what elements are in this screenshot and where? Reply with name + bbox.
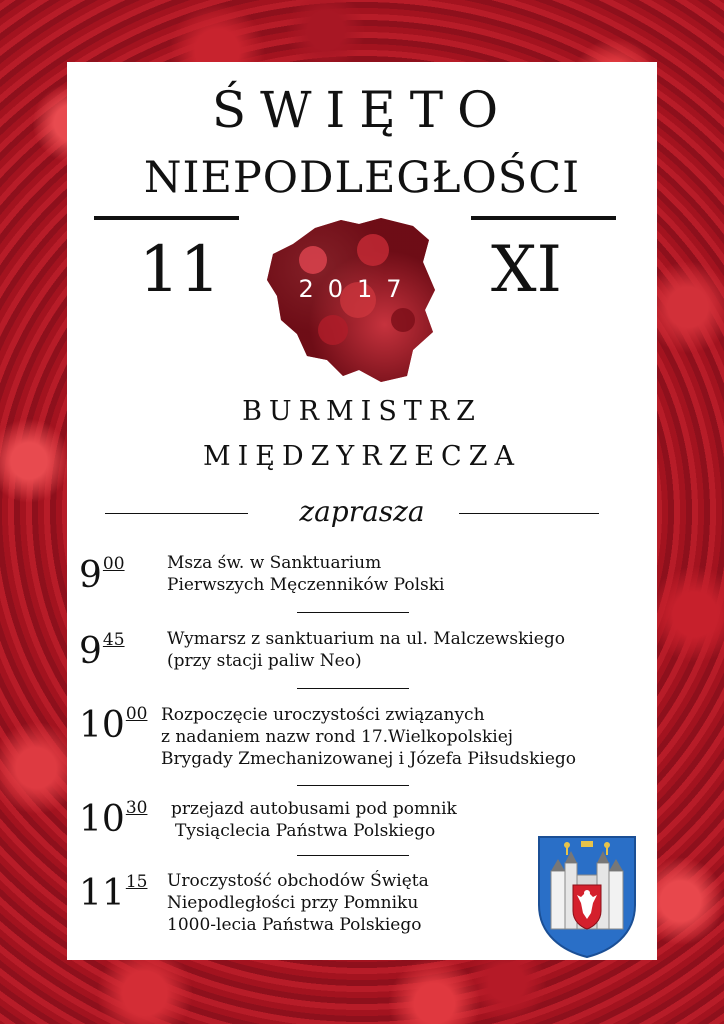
event-time [79, 632, 125, 670]
event-minutes: 00 [125, 704, 148, 724]
event-minutes: 30 [125, 798, 148, 818]
program-divider [297, 855, 409, 856]
program-divider [297, 612, 409, 613]
event-time [79, 706, 147, 744]
title-line-2: NIEPODLEGŁOŚCI [143, 153, 581, 203]
event-line: Uroczystość obchodów Święta [167, 871, 429, 891]
event-minutes: 00 [102, 554, 125, 574]
host-town: MIĘDZYRZECZA [203, 441, 521, 472]
event-hour: 11 [79, 873, 125, 914]
event-line: (przy stacji paliw Neo) [167, 651, 362, 671]
event-minutes: 15 [125, 872, 148, 892]
event-line: przejazd autobusami pod pomnik [171, 799, 457, 819]
program-divider [297, 785, 409, 786]
event-line: Msza św. w Sanktuarium [167, 553, 382, 573]
title-line-1: ŚWIĘTO [211, 81, 513, 139]
event-time [79, 556, 125, 594]
poster-card [67, 62, 657, 960]
date-day: 11 [139, 233, 221, 307]
event-time [79, 874, 147, 912]
invite-rule-right [459, 513, 599, 514]
host-title: BURMISTRZ [242, 396, 482, 427]
coat-of-arms-icon [537, 835, 637, 959]
event-line: 1000-lecia Państwa Polskiego [167, 915, 422, 935]
title-rule-left [94, 216, 239, 220]
program-divider [297, 688, 409, 689]
event-time [79, 800, 147, 838]
event-hour: 9 [79, 555, 102, 596]
event-line: Wymarsz z sanktuarium na ul. Malczewskiego [167, 629, 565, 649]
event-line: z nadaniem nazw rond 17.Wielkopolskiej [161, 727, 514, 747]
title-rule-right [471, 216, 616, 220]
event-line: Pierwszych Męczenników Polski [167, 575, 445, 595]
date-year: 2017 [298, 275, 416, 303]
event-hour: 10 [79, 799, 125, 840]
date-month: XI [491, 233, 562, 307]
event-hour: 10 [79, 705, 125, 746]
event-line: Rozpoczęcie uroczystości związanych [161, 705, 485, 725]
event-description [171, 798, 457, 842]
invite-text: zaprasza [299, 495, 425, 528]
event-description [167, 628, 565, 672]
event-line: Brygady Zmechanizowanej i Józefa Piłsudskiego [161, 749, 576, 769]
event-hour: 9 [79, 631, 102, 672]
event-description [167, 552, 445, 596]
event-minutes: 45 [102, 630, 125, 650]
event-description [161, 704, 576, 770]
event-line: Tysiąclecia Państwa Polskiego [175, 821, 436, 841]
event-description [167, 870, 429, 936]
event-line: Niepodległości przy Pomniku [167, 893, 419, 913]
